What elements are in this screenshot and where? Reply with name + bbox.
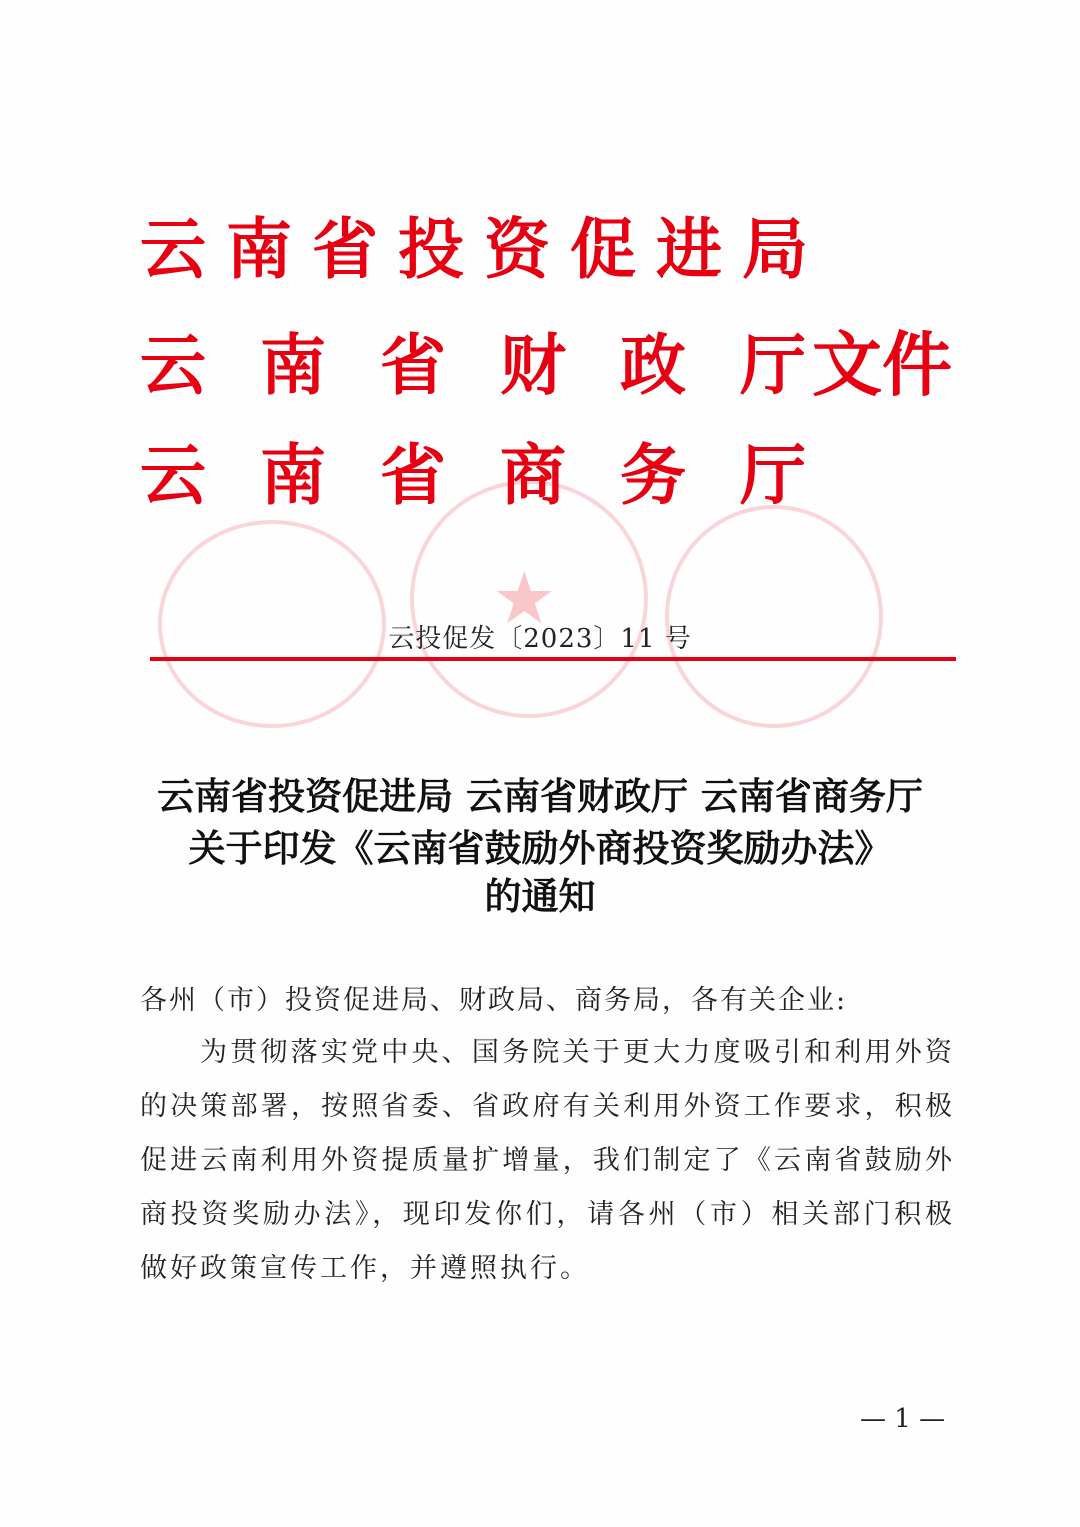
official-seal-right: [665, 505, 883, 728]
header-char: 进: [656, 210, 722, 288]
notice-title-line-3: 的通知: [484, 874, 596, 918]
header-char: 云: [140, 210, 206, 288]
header-char: 厅: [740, 326, 806, 404]
red-separator-line: [150, 657, 956, 661]
body-paragraph: 为贯彻落实党中央、国务院关于更大力度吸引和利用外资的决策部署，按照省委、省政府有关利用外资工作要求，积极促进云南利用外资提质量扩增量，我们制定了《云南省鼓励外商投资奖励办法》，现印发你们，请各州（市）相关部门积极做好政策宣传工作，并遵照执行。: [140, 1037, 955, 1284]
notice-title-line-1: 云南省投资促进局 云南省财政厅 云南省商务厅: [157, 774, 923, 818]
header-char: 省: [380, 436, 446, 514]
header-char: 政: [620, 326, 686, 404]
salutation: 各州（市）投资促进局、财政局、商务局，各有关企业:: [140, 985, 848, 1016]
header-char: 商: [500, 436, 566, 514]
header-char: 省: [380, 326, 446, 404]
header-char: 促: [570, 210, 636, 288]
header-char: 云: [140, 326, 206, 404]
header-suffix-wenjian: 文件: [812, 323, 952, 406]
header-char: 务: [620, 436, 686, 514]
page-number: — 1 —: [860, 1404, 946, 1434]
header-char: 南: [260, 436, 326, 514]
header-char: 省: [312, 210, 378, 288]
header-char: 资: [484, 210, 550, 288]
seal-star-icon: ★: [492, 556, 557, 640]
header-char: 南: [260, 326, 326, 404]
header-char: 南: [226, 210, 292, 288]
header-char: 局: [742, 210, 808, 288]
document-number: 云投促发〔2023〕11 号: [388, 624, 692, 654]
header-char: 厅: [740, 436, 806, 514]
header-char: 财: [500, 326, 566, 404]
notice-title-line-2: 关于印发《云南省鼓励外商投资奖励办法》: [188, 826, 892, 870]
header-char: 云: [140, 436, 206, 514]
header-char: 投: [398, 210, 464, 288]
